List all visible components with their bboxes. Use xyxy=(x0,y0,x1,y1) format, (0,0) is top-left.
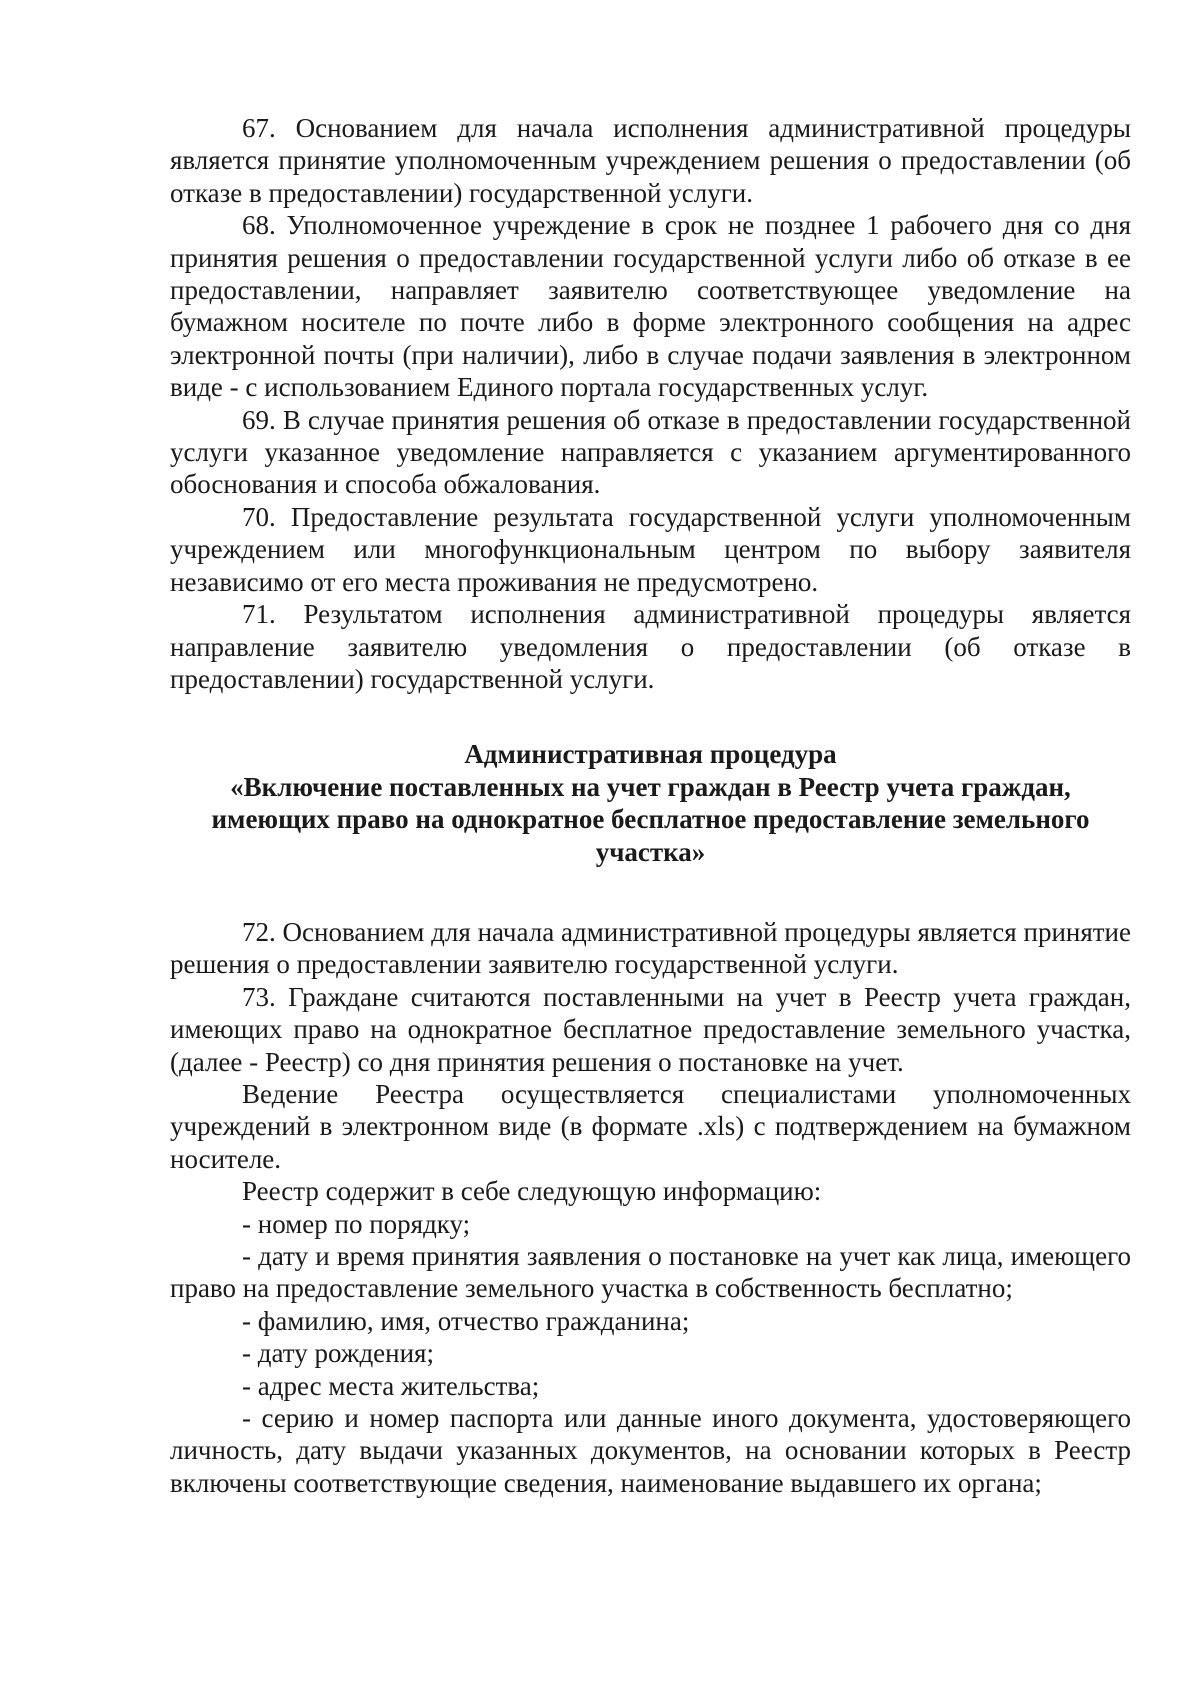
paragraph-70: 70. Предоставление результата государственной услуги уполномоченным учреждением или многофункциональным центром по выбору заявителя независимо от его места проживания не предусмотрено. xyxy=(170,501,1131,597)
paragraph-68: 68. Уполномоченное учреждение в срок не позднее 1 рабочего дня со дня принятия решения о предоставлении государственной услуги либо об отказе в ее предоставлении, направляет заявителю соответствующее уведомление на бумажном носителе по почте либо в форме электронного сообщения на адрес электронной почты (при наличии), либо в случае подачи заявления в электронном виде - с использованием Единого портала государственных услуг. xyxy=(170,210,1131,403)
list-item-application-date: - дату и время принятия заявления о постановке на учет как лица, имеющего право на предоставление земельного участка в собственность бесплатно; xyxy=(170,1241,1131,1304)
list-item-birth-date: - дату рождения; xyxy=(242,1338,434,1369)
list-item-number: - номер по порядку; xyxy=(242,1208,471,1239)
list-item-full-name: - фамилию, имя, отчество гражданина; xyxy=(242,1305,690,1336)
paragraph-67: 67. Основанием для начала исполнения административной процедуры является принятие уполномоченным учреждением решения о предоставлении (об отказе в предоставлении) государственной услуги. xyxy=(170,113,1131,208)
paragraph-registry-maintenance: Ведение Реестра осуществляется специалистами уполномоченных учреждений в электронном виде (в формате .xls) с подтверждением на бумажном носителе. xyxy=(170,1078,1131,1174)
section-heading-subtitle: «Включение поставленных на учет граждан в Реестр учета граждан, имеющих право на однократное бесплатное предоставление земельного участка» xyxy=(211,771,1090,867)
paragraph-72: 72. Основанием для начала административной процедуры является принятие решения о предоставлении заявителю государственной услуги. xyxy=(170,916,1131,980)
paragraph-registry-contents: Реестр содержит в себе следующую информацию: xyxy=(242,1176,822,1207)
paragraph-71: 71. Результатом исполнения административной процедуры является направление заявителю уведомления о предоставлении (об отказе в предоставлении) государственной услуги. xyxy=(170,599,1131,694)
paragraph-69: 69. В случае принятия решения об отказе в предоставлении государственной услуги указанное уведомление направляется с указанием аргументированного обоснования и способа обжалования. xyxy=(170,404,1131,500)
document-body xyxy=(170,112,1131,1499)
section-heading xyxy=(170,738,1131,868)
section-heading-title: Административная процедура xyxy=(464,739,837,770)
list-item-address: - адрес места жительства; xyxy=(242,1370,540,1401)
paragraph-73: 73. Граждане считаются поставленными на учет в Реестр учета граждан, имеющих право на однократное бесплатное предоставление земельного участка, (далее - Реестр) со дня принятия решения о постановке на учет. xyxy=(170,981,1131,1077)
list-item-passport: - серию и номер паспорта или данные иного документа, удостоверяющего личность, дату выдачи указанных документов, на основании которых в Реестр включены соответствующие сведения, наименование выдавшего их органа; xyxy=(170,1403,1131,1498)
